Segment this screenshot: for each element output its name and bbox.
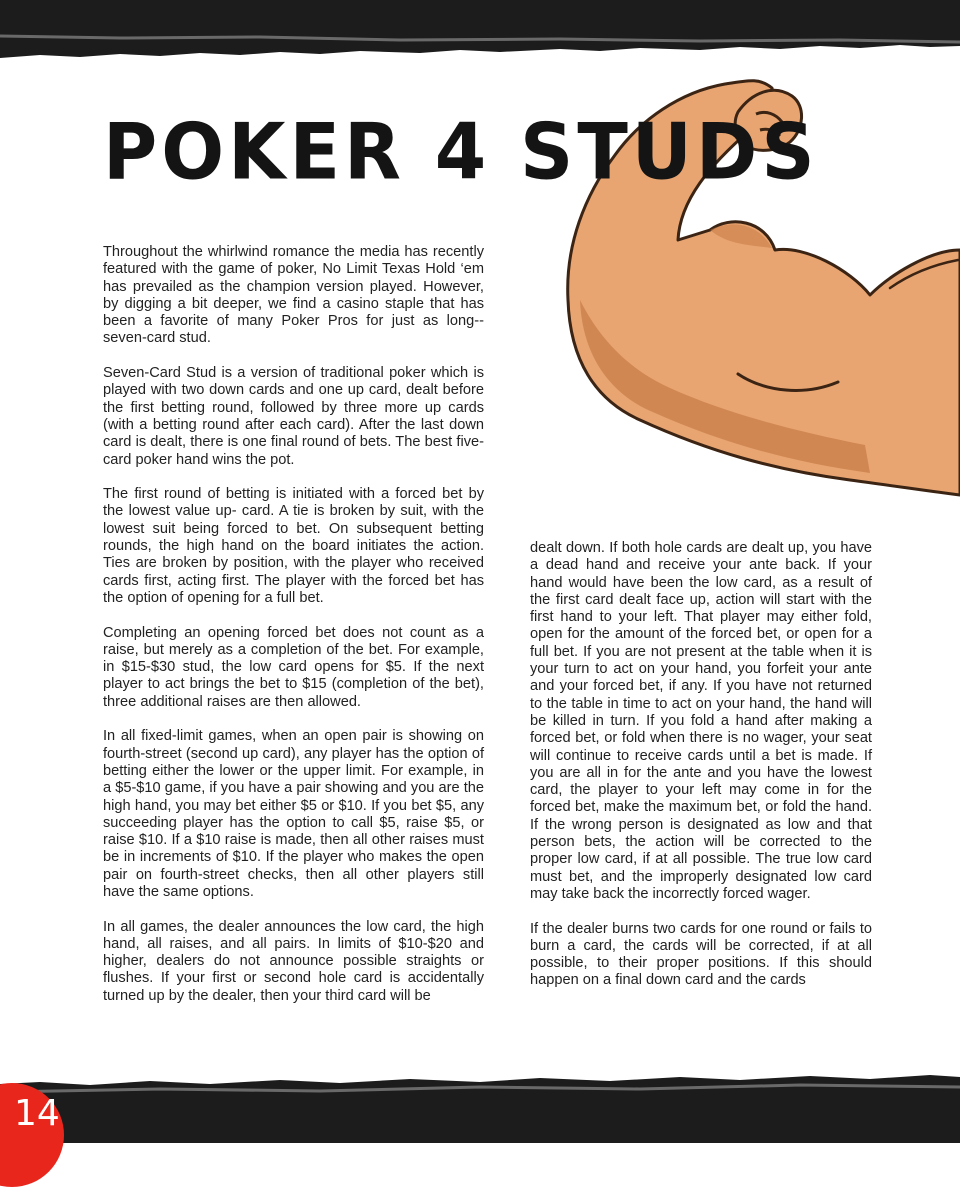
body-paragraph: Throughout the whirlwind romance the media has recently featured with the game of poker, No Limit Texas Hold ‘em has prevailed as the champion version played. However, by digging a bit deeper, we find a casino staple that has been a favorite of many Poker Pros for just as long-- seven-card stud.: [103, 244, 484, 347]
body-paragraph: If the dealer burns two cards for one round or fails to burn a card, the cards will be corrected, if at all possible, to their proper positions. If this should happen on a final down card and the cards: [530, 920, 872, 989]
page-number: 14: [14, 1093, 60, 1134]
body-paragraph: In all fixed-limit games, when an open pair is showing on fourth-street (second up card), any player has the option of betting either the lower or the upper limit. For example, in a $5-$10 game, if you have a pair showing and you are the high hand, you may bet either $5 or $10. If you bet $5, any succeeding player has the option to call $5, raise $5, or raise $10. If a $10 raise is made, then all other raises must be in increments of $10. If the player who makes the open pair on fourth-street checks, then all other players still have the same options.: [103, 728, 484, 900]
body-paragraph: In all games, the dealer announces the low card, the high hand, all raises, and all pairs. In limits of $10-$20 and higher, dealers do not announce possible straights or flushes. If your first or second hole card is accidentally turned up by the dealer, then your third card will be: [103, 918, 484, 1004]
top-brush-band: [0, 0, 960, 60]
body-paragraph: Completing an opening forced bet does not count as a raise, but merely as a completion of the bet. For example, in $15-$30 stud, the low card opens for $5. If the next player to act brings the bet to $15 (completion of the bet), three additional raises are then allowed.: [103, 624, 484, 710]
body-paragraph: dealt down. If both hole cards are dealt up, you have a dead hand and receive your ante back. If your hand would have been the low card, as a result of the first card dealt face up, action will start with the first hand to your left. That player may either fold, open for the amount of the forced bet, or open for a full bet. If you are not present at the table when it is your turn to act on your hand, you forfeit your ante and your forced bet, if any. If you have not returned to the table in time to act on your hand, the hand will be killed in turn. If you fold a hand after making a forced bet, or fold when there is no wager, your seat will continue to receive cards until a bet is made. If you are all in for the ante and you have the lowest card, the player to your left may come in for the forced bet, make the maximum bet, or fold the hand. If the wrong person is designated as low and that person bets, the action will be corrected to the proper low card, if at all possible. The true low card must bet, and the improperly designated low card may take back the incorrectly forced wager.: [530, 540, 872, 902]
bottom-brush-band: [0, 1070, 960, 1143]
left-column: [103, 244, 484, 1022]
right-column: [530, 540, 872, 1007]
body-paragraph: Seven-Card Stud is a version of traditional poker which is played with two down cards and one up card, dealt before the first betting round, followed by three more up cards (with a betting round after each card). After the last down card is dealt, there is one final round of bets. The best five-card poker hand wins the pot.: [103, 365, 484, 468]
body-paragraph: The first round of betting is initiated with a forced bet by the lowest value up- card. A tie is broken by suit, with the lowest suit being forced to bet. On subsequent betting rounds, the high hand on the board initiates the action. Ties are broken by position, with the player who received cards first, acting first. The player with the forced bet has the option of opening for a full bet.: [103, 486, 484, 606]
page-title: POKER 4 STUDS: [103, 106, 819, 198]
